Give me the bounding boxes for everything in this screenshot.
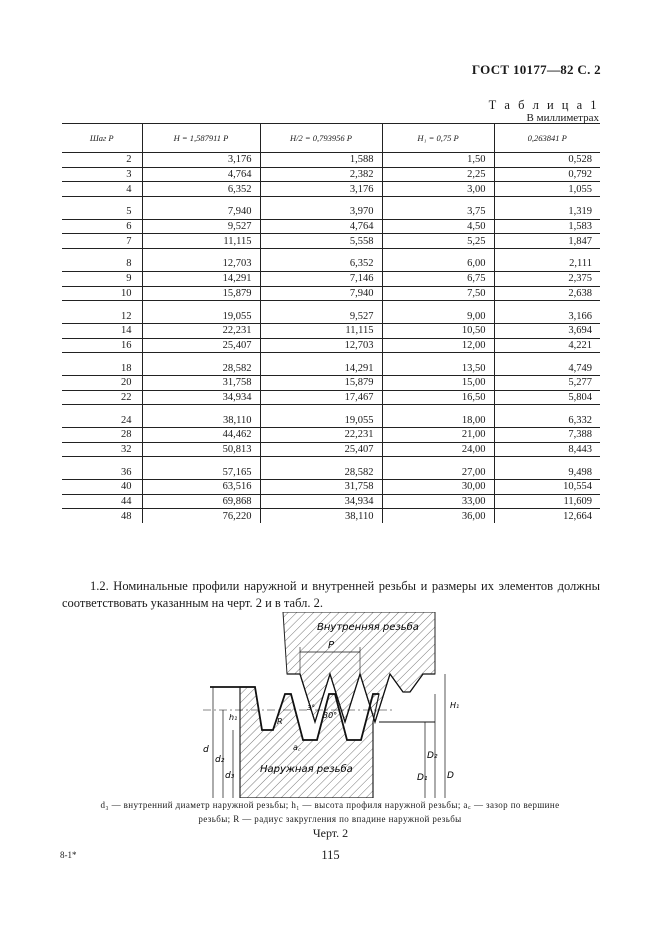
table-cell: 7,940 [260, 286, 382, 301]
label-h1: h₁ [229, 713, 238, 722]
spacer-cell [142, 457, 260, 466]
table-cell: 69,868 [142, 494, 260, 509]
table-cell: 32 [62, 442, 142, 457]
spacer-cell [62, 457, 142, 466]
column-header: Шаг P [62, 124, 142, 153]
table-row [62, 375, 600, 390]
spacer-cell [142, 405, 260, 414]
table-cell: 7,388 [494, 428, 600, 443]
table-cell: 17,467 [260, 390, 382, 405]
table-cell: 24 [121, 414, 132, 426]
label-ac: a꜀ [293, 743, 301, 752]
thread-profile-drawing [195, 612, 465, 798]
table-cell: 9,00 [382, 309, 494, 323]
table-cell: 16,50 [382, 390, 494, 405]
label-D1: D₁ [417, 773, 428, 783]
table-cell: 1,847 [494, 234, 600, 249]
table-cell: 3,176 [142, 153, 260, 168]
table-cell: 5,25 [382, 234, 494, 249]
table-cell: 11,115 [260, 323, 382, 338]
spacer-cell [260, 249, 382, 258]
table-cell: 28 [62, 428, 142, 443]
table-cell: 4,50 [382, 219, 494, 234]
figure-caption: Черт. 2 [312, 826, 349, 840]
table-cell: 21,00 [382, 428, 494, 443]
table-cell: 14,291 [260, 361, 382, 375]
table-cell: 28,582 [142, 361, 260, 375]
table-cell: 2 [126, 154, 132, 166]
table-row [62, 442, 600, 457]
spacer-cell [142, 301, 260, 310]
label-d: d [203, 745, 209, 755]
table-cell: 8,443 [494, 442, 600, 457]
table-cell: 3,75 [382, 205, 494, 219]
spacer-cell [494, 249, 600, 258]
table-cell: 1,055 [494, 182, 600, 197]
table-row [62, 309, 600, 323]
table-cell: 38,110 [260, 509, 382, 523]
table-cell: 0,792 [494, 167, 600, 182]
table-cell: 33,00 [382, 494, 494, 509]
label-D2: D₂ [427, 751, 438, 761]
table-cell: 7,940 [142, 205, 260, 219]
table-cell: 3,970 [260, 205, 382, 219]
table-cell: 3 [62, 167, 142, 182]
label-D: D [447, 771, 454, 781]
table-cell: 48 [62, 509, 142, 523]
table-cell: 16 [62, 338, 142, 353]
table-cell: 10,554 [494, 480, 600, 495]
group-spacer [62, 197, 600, 206]
table-cell: 4,221 [494, 338, 600, 353]
spacer-cell [260, 301, 382, 310]
table-cell: 15,00 [382, 375, 494, 390]
spacer-cell [62, 353, 142, 362]
spacer-cell [382, 249, 494, 258]
spacer-cell [382, 457, 494, 466]
table-cell: 19,055 [260, 413, 382, 427]
table-cell: 2,382 [260, 167, 382, 182]
table-cell: 18,00 [382, 413, 494, 427]
table-cell: 11,115 [142, 234, 260, 249]
group-spacer [62, 353, 600, 362]
table-cell: 9,498 [494, 465, 600, 479]
table-cell: 44,462 [142, 428, 260, 443]
group-spacer [62, 301, 600, 310]
table-cell: 3,00 [382, 182, 494, 197]
spacer-cell [142, 249, 260, 258]
table-cell: 15,879 [142, 286, 260, 301]
table-cell: 36 [121, 466, 132, 478]
table-cell: 4,764 [142, 167, 260, 182]
table-cell: 7,146 [260, 271, 382, 286]
table-cell: 13,50 [382, 361, 494, 375]
table-cell: 10,50 [382, 323, 494, 338]
table-cell: 27,00 [382, 465, 494, 479]
spacer-cell [260, 457, 382, 466]
table-cell: 31,758 [142, 375, 260, 390]
spacer-cell [62, 301, 142, 310]
table-row [62, 428, 600, 443]
table-row [62, 361, 600, 375]
table-cell: 3,166 [494, 309, 600, 323]
table-cell: 31,758 [260, 480, 382, 495]
figure-legend: d₃ — внутренний диаметр наружной резьбы; h₁ — высота профиля наружной резьбы; a꜀ — зазор по вершине резьбы; R — радиус закругления по впадине наружной резьбы [100, 800, 560, 824]
table-cell: 2,25 [382, 167, 494, 182]
table-cell: 15,879 [260, 375, 382, 390]
spacer-cell [260, 197, 382, 206]
table-cell: 22,231 [142, 323, 260, 338]
table-cell: 2,111 [494, 257, 600, 271]
spacer-cell [62, 405, 142, 414]
table-row [62, 338, 600, 353]
spacer-cell [382, 301, 494, 310]
table-cell: 10 [62, 286, 142, 301]
table-cell: 9 [62, 271, 142, 286]
table-cell: 6,352 [142, 182, 260, 197]
table-cell: 40 [62, 480, 142, 495]
group-spacer [62, 249, 600, 258]
table-row [62, 509, 600, 523]
table-cell: 50,813 [142, 442, 260, 457]
spacer-cell [62, 197, 142, 206]
table-row [62, 153, 600, 168]
table-cell: 76,220 [142, 509, 260, 523]
page-number: 115 [321, 848, 340, 862]
table-cell: 20 [62, 375, 142, 390]
table-body [62, 153, 600, 524]
table-row [62, 271, 600, 286]
table-cell: 6,00 [382, 257, 494, 271]
table-cell: 22 [62, 390, 142, 405]
table-cell: 3,176 [260, 182, 382, 197]
table-row [62, 480, 600, 495]
group-spacer [62, 457, 600, 466]
table-row [62, 205, 600, 219]
spacer-cell [494, 301, 600, 310]
table-cell: 8 [126, 258, 132, 270]
table-cell: 14 [62, 323, 142, 338]
table-cell: 4 [62, 182, 142, 197]
label-radius: R [277, 717, 283, 726]
table-cell: 34,934 [142, 390, 260, 405]
table-cell: 24,00 [382, 442, 494, 457]
table-cell: 18 [121, 362, 132, 374]
spacer-cell [142, 353, 260, 362]
spacer-cell [260, 405, 382, 414]
table-cell: 5,804 [494, 390, 600, 405]
label-H1: H₁ [450, 701, 460, 710]
table-unit: В миллиметрах [526, 112, 599, 124]
table-cell: 19,055 [142, 309, 260, 323]
table-cell: 57,165 [142, 465, 260, 479]
table-cell: 25,407 [142, 338, 260, 353]
thread-dimensions-table [62, 123, 600, 523]
spacer-cell [62, 249, 142, 258]
spacer-cell [142, 197, 260, 206]
table-cell: 63,516 [142, 480, 260, 495]
column-header: H₁ = 0,75 P [382, 124, 494, 153]
column-header: 0,263841 P [494, 124, 600, 153]
spacer-cell [382, 197, 494, 206]
table-row [62, 465, 600, 479]
table-cell: 12 [121, 310, 132, 322]
table-cell: 1,50 [382, 153, 494, 168]
table-cell: 22,231 [260, 428, 382, 443]
table-cell: 1,583 [494, 219, 600, 234]
page-header: ГОСТ 10177—82 С. 2 [471, 62, 601, 77]
table-row [62, 219, 600, 234]
spacer-cell [260, 353, 382, 362]
label-angle-3: 3° [307, 704, 315, 712]
spacer-cell [382, 405, 494, 414]
paragraph-1-2: 1.2. Номинальные профили наружной и внутренней резьбы и размеры их элементов должны соответствовать указанным на черт. 2 и в табл. 2. [62, 579, 600, 610]
table-cell: 3,694 [494, 323, 600, 338]
spacer-cell [494, 353, 600, 362]
table-row [62, 390, 600, 405]
label-pitch: P [328, 640, 335, 651]
table-cell: 0,528 [494, 153, 600, 168]
table-cell: 34,934 [260, 494, 382, 509]
spacer-cell [382, 353, 494, 362]
table-cell: 7,50 [382, 286, 494, 301]
label-angle-30: 30° [323, 711, 338, 720]
table-cell: 11,609 [494, 494, 600, 509]
table-row [62, 286, 600, 301]
table-cell: 1,588 [260, 153, 382, 168]
label-d3: d₃ [225, 771, 235, 781]
table-cell: 30,00 [382, 480, 494, 495]
table-cell: 14,291 [142, 271, 260, 286]
table-cell: 6,332 [494, 413, 600, 427]
table-row [62, 257, 600, 271]
table-row [62, 413, 600, 427]
column-header: H = 1,587911 P [142, 124, 260, 153]
table-cell: 12,00 [382, 338, 494, 353]
group-spacer [62, 405, 600, 414]
table-cell: 28,582 [260, 465, 382, 479]
table-cell: 36,00 [382, 509, 494, 523]
table-cell: 5,277 [494, 375, 600, 390]
label-external-thread: Наружная резьба [260, 764, 353, 775]
label-internal-thread: Внутренняя резьба [317, 622, 419, 633]
spacer-cell [494, 197, 600, 206]
table-cell: 12,703 [142, 257, 260, 271]
table-row [62, 182, 600, 197]
table-cell: 2,638 [494, 286, 600, 301]
table-cell: 7 [62, 234, 142, 249]
table-row [62, 323, 600, 338]
table-cell: 6 [62, 219, 142, 234]
table-cell: 2,375 [494, 271, 600, 286]
table-cell: 44 [62, 494, 142, 509]
table-cell: 25,407 [260, 442, 382, 457]
footer-mark: 8-1* [60, 850, 77, 860]
table-cell: 38,110 [142, 413, 260, 427]
spacer-cell [494, 405, 600, 414]
table-cell: 4,764 [260, 219, 382, 234]
table-row [62, 167, 600, 182]
table-cell: 1,319 [494, 205, 600, 219]
spacer-cell [494, 457, 600, 466]
table-cell: 5,558 [260, 234, 382, 249]
table-cell: 12,703 [260, 338, 382, 353]
column-header: H/2 = 0,793956 P [260, 124, 382, 153]
table-cell: 6,352 [260, 257, 382, 271]
table-row [62, 234, 600, 249]
table-row [62, 494, 600, 509]
table-caption: Т а б л и ц а 1 [488, 98, 599, 112]
label-d2: d₂ [215, 755, 225, 765]
table-header-row [62, 124, 600, 153]
table-cell: 9,527 [142, 219, 260, 234]
table-cell: 4,749 [494, 361, 600, 375]
table-cell: 12,664 [494, 509, 600, 523]
table-cell: 9,527 [260, 309, 382, 323]
table-cell: 5 [126, 206, 132, 218]
table-cell: 6,75 [382, 271, 494, 286]
